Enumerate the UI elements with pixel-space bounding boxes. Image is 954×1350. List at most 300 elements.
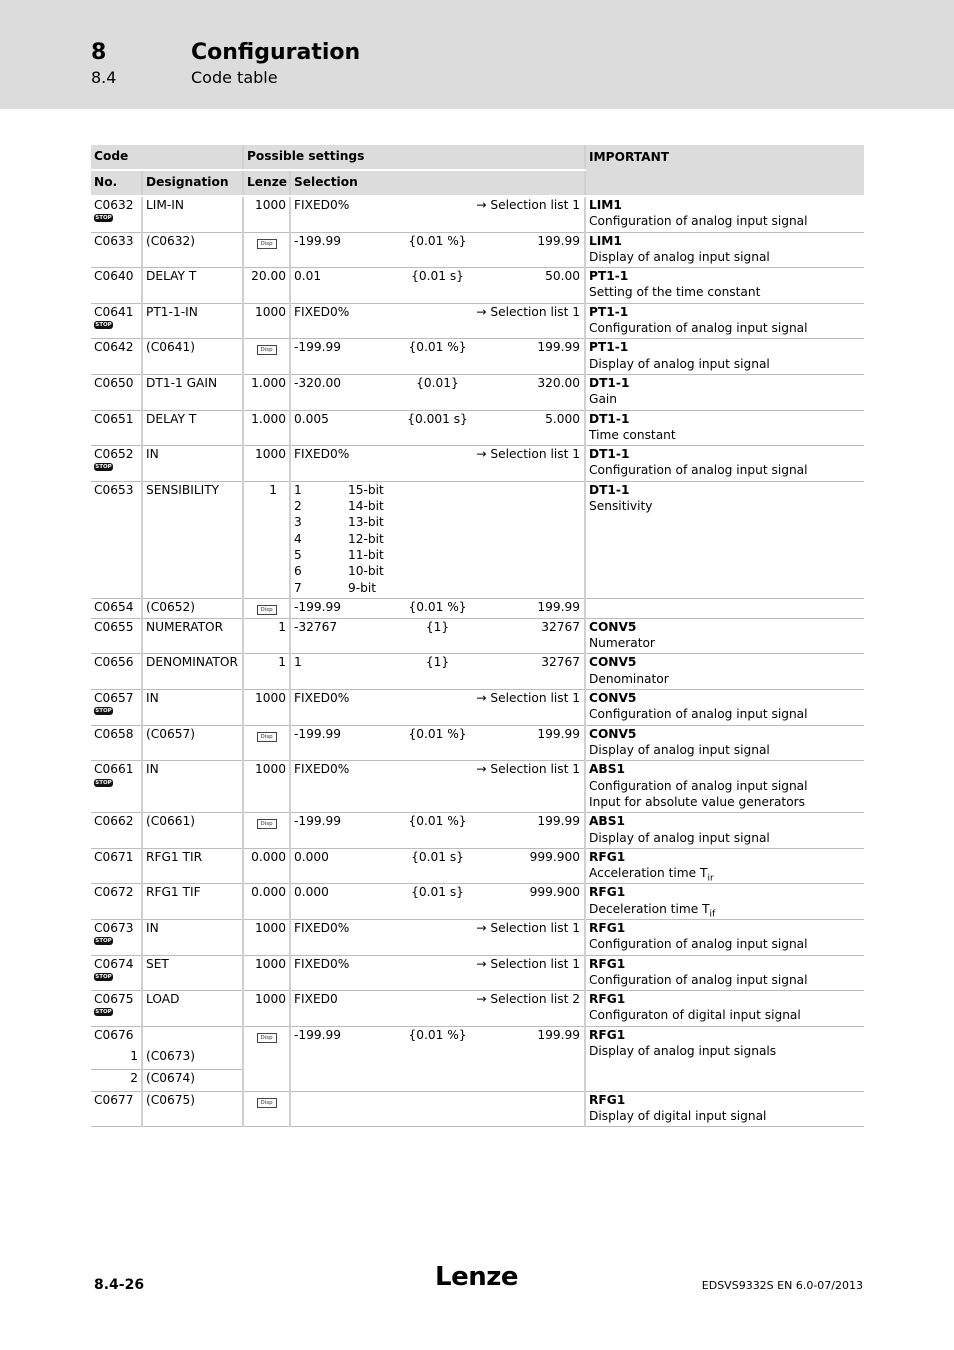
col-header-code: Code [91,145,243,170]
table-row [91,1026,864,1048]
code-number: C0658 [94,726,134,741]
table-row [91,598,864,618]
description-text: Numerator [589,636,655,651]
code-number: C0661 [94,762,134,777]
function-block: RFG1 [589,992,626,1007]
designation-cell: IN [142,761,243,813]
option-key: 3 [294,515,302,530]
lenze-cell [243,725,290,761]
code-number: C0642 [94,340,134,355]
selection-step: {0.01 %} [408,1027,467,1042]
display-icon: Disp [257,819,277,829]
important-cell [585,232,864,268]
selection-step: {0.01 s} [411,849,464,864]
description-text: Setting of the time constant [589,285,761,300]
col-header-important: IMPORTANT [585,145,864,196]
description-text: Configuration of analog input signal [589,707,808,722]
selection-min: FIXED0 [294,992,338,1007]
lenze-cell [243,919,290,955]
option-key: 4 [294,531,302,546]
important-cell [585,919,864,955]
description [589,462,861,478]
option-value: 9-bit [348,580,377,595]
description [589,391,861,407]
selection-cell [290,1091,585,1127]
function-block: ABS1 [589,814,625,829]
lenze-cell [243,410,290,446]
description [589,635,861,651]
lenze-cell [243,232,290,268]
table-row [91,1091,864,1127]
code-number: C0641 [94,304,134,319]
code-number: C0674 [94,956,134,971]
designation-cell: PT1-1-IN [142,303,243,339]
lenze-cell [243,446,290,482]
code-number: C0650 [94,375,134,390]
description [589,356,861,372]
lenze-value: 1000 [254,956,286,971]
selection-cell [290,196,585,232]
code-number: C0652 [94,447,134,462]
important-cell [585,268,864,304]
lenze-cell [243,618,290,654]
designation-cell: IN [142,446,243,482]
selection-max: 999.900 [529,885,580,900]
selection-cell [290,268,585,304]
function-block: DT1-1 [589,411,630,426]
lenze-cell [243,955,290,991]
code-cell [91,991,142,1027]
function-block: CONV5 [589,619,637,634]
code-cell [91,232,142,268]
designation-cell: NUMERATOR [142,618,243,654]
selection-max: → Selection list 1 [476,304,580,319]
important-cell [585,598,864,618]
description [589,284,861,300]
selection-min: 0.000 [294,849,329,864]
option-key: 6 [294,564,302,579]
function-block: RFG1 [589,1092,626,1107]
description-text: Display of analog input signal [589,356,770,371]
selection-max: 320.00 [537,375,580,390]
important-cell [585,690,864,726]
option-value: 14-bit [348,499,384,514]
col-header-no: No. [91,170,142,196]
header-band [0,0,954,109]
selection-step: {0.01 %} [408,599,467,614]
display-icon: Disp [257,1033,277,1043]
selection-max: 199.99 [537,814,580,829]
code-cell [91,268,142,304]
table-row [91,654,864,690]
lenze-value: 1000 [254,762,286,777]
stop-icon: STOP [95,322,112,329]
table-row [91,303,864,339]
stop-icon: STOP [95,215,112,222]
code-number: C0656 [94,655,134,670]
code-number: C0675 [94,992,134,1007]
description-text: Configuration of analog input signal [589,778,808,793]
table-row [91,268,864,304]
selection-cell [290,654,585,690]
table-row [91,196,864,232]
lenze-cell [243,991,290,1027]
selection-max: → Selection list 2 [476,992,580,1007]
selection-step: {0.001 s} [407,411,468,426]
option-value: 10-bit [348,564,384,579]
description-text: Configuration of analog input signal [589,321,808,336]
lenze-value: 1.000 [251,411,286,426]
description-text: Sensitivity [589,499,653,514]
important-cell [585,761,864,813]
selection-cell [290,303,585,339]
designation-cell: LOAD [142,991,243,1027]
important-cell [585,991,864,1027]
display-icon: Disp [257,605,277,615]
lenze-cell [243,654,290,690]
description [589,249,861,265]
selection-option [294,498,581,514]
selection-cell [290,884,585,920]
table-row [91,410,864,446]
important-cell [585,374,864,410]
designation-cell: RFG1 TIF [142,884,243,920]
selection-min: FIXED0% [294,447,350,462]
stop-icon: STOP [95,938,112,945]
display-icon: Disp [257,1098,277,1108]
designation-cell: (C0674) [142,1069,243,1091]
description-text: Display of analog input signal [589,830,770,845]
selection-max: 199.99 [537,340,580,355]
function-block: PT1-1 [589,269,629,284]
lenze-value: 1000 [254,691,286,706]
code-number: C0662 [94,814,134,829]
code-cell [91,618,142,654]
display-icon: Disp [257,732,277,742]
table-row [91,884,864,920]
selection-cell [290,598,585,618]
function-block: RFG1 [589,885,626,900]
selection-cell [290,690,585,726]
option-key: 7 [294,580,302,595]
code-number: C0654 [94,599,134,614]
designation-cell: DELAY T [142,268,243,304]
selection-option [294,547,581,563]
code-number: C0640 [94,269,134,284]
selection-min: -199.99 [294,233,342,248]
designation-cell: SET [142,955,243,991]
lenze-cell [243,1091,290,1127]
important-cell [585,1026,864,1091]
selection-max: → Selection list 1 [476,762,580,777]
function-block: RFG1 [589,956,626,971]
selection-min: FIXED0% [294,762,350,777]
function-block: CONV5 [589,691,637,706]
code-cell [91,955,142,991]
selection-max: 32767 [541,619,580,634]
code-number: C0632 [94,198,134,212]
description-text: Display of digital input signal [589,1109,767,1124]
stop-icon: STOP [95,1009,112,1016]
lenze-value: 1000 [254,920,286,935]
designation-cell: (C0661) [142,813,243,849]
description-text: Configuration of analog input signal [589,937,808,952]
selection-cell [290,761,585,813]
function-block: DT1-1 [589,375,630,390]
lenze-value: 1000 [254,447,286,462]
important-cell [585,1091,864,1127]
stop-icon: STOP [95,708,112,715]
important-cell [585,955,864,991]
selection-cell [290,919,585,955]
selection-max: → Selection list 1 [476,447,580,462]
lenze-cell [243,196,290,232]
designation-cell: (C0657) [142,725,243,761]
function-block: LIM1 [589,233,622,248]
code-cell [91,339,142,375]
lenze-value: 0.000 [251,849,286,864]
selection-min: -32767 [294,619,338,634]
lenze-cell [243,598,290,618]
stop-icon: STOP [95,464,112,471]
selection-max: 199.99 [537,233,580,248]
selection-cell [290,848,585,884]
subscript: if [709,909,716,920]
lenze-value: 1 [278,655,286,670]
selection-step: {0.01 %} [408,726,467,741]
description-text: Acceleration time T [589,866,708,881]
selection-step: {0.01 %} [408,814,467,829]
code-cell [91,761,142,813]
description [589,936,861,952]
code-cell [91,446,142,482]
col-header-possible-settings: Possible settings [243,145,585,170]
code-number: C0633 [94,233,134,248]
selection-max: 5.000 [545,411,580,426]
function-block: RFG1 [589,1027,626,1042]
designation-cell: (C0675) [142,1091,243,1127]
important-cell [585,481,864,598]
important-cell [585,196,864,232]
col-header-lenze: Lenze [243,170,290,196]
selection-min: -320.00 [294,375,342,390]
description-text: Configuration of analog input signal [589,214,808,229]
table-row [91,374,864,410]
lenze-cell [243,303,290,339]
lenze-value: 1.000 [251,375,286,390]
description [589,742,861,758]
option-value: 11-bit [348,547,384,562]
selection-cell [290,618,585,654]
page-number: 8.4-26 [94,1277,145,1293]
function-block: CONV5 [589,726,637,741]
code-cell [91,848,142,884]
description [589,427,861,443]
lenze-cell [243,374,290,410]
designation-cell: (C0652) [142,598,243,618]
document-id: EDSVS9332S EN 6.0-07/2013 [701,1279,863,1292]
subcode-index: 1 [91,1048,142,1070]
code-cell [91,813,142,849]
selection-min: FIXED0% [294,920,350,935]
designation-cell: SENSIBILITY [142,481,243,598]
table-row [91,955,864,991]
option-key: 1 [294,482,302,497]
selection-step: {0.01 s} [411,885,464,900]
designation-cell: LIM-IN [142,196,243,232]
selection-max: 199.99 [537,1027,580,1042]
col-header-designation: Designation [142,170,243,196]
important-cell [585,813,864,849]
option-value: 13-bit [348,515,384,530]
selection-cell [290,991,585,1027]
selection-step: {1} [425,655,450,670]
lenze-cell [243,1026,290,1091]
code-cell: C0653 [91,481,142,598]
option-value: 15-bit [348,482,384,497]
selection-cell [290,339,585,375]
lenze-value: 1 [278,619,286,634]
selection-option [294,482,581,498]
selection-min: -199.99 [294,599,342,614]
col-header-selection: Selection [290,170,585,196]
important-cell [585,303,864,339]
description [589,671,861,687]
designation-cell: DENOMINATOR [142,654,243,690]
important-cell [585,410,864,446]
option-key: 2 [294,499,302,514]
lenze-value: 1000 [254,198,286,212]
selection-max: → Selection list 1 [476,920,580,935]
code-cell [91,725,142,761]
important-cell [585,884,864,920]
table-row [91,919,864,955]
function-block: PT1-1 [589,304,629,319]
function-block: ABS1 [589,762,625,777]
function-block: PT1-1 [589,340,629,355]
subcode-index: 2 [91,1069,142,1091]
selection-option [294,514,581,530]
table-row [91,761,864,813]
lenze-cell [243,848,290,884]
selection-min: -199.99 [294,1027,342,1042]
description [589,865,861,884]
lenze-value: 1000 [254,304,286,319]
table-row [91,481,864,598]
important-cell [585,725,864,761]
code-cell [91,598,142,618]
selection-min: FIXED0% [294,956,350,971]
selection-option [294,563,581,579]
lenze-cell [243,268,290,304]
description-text: Denominator [589,671,669,686]
description [589,1007,861,1023]
selection-step: {0.01 s} [411,269,464,284]
description-text: Deceleration time T [589,901,710,916]
selection-step: {0.01 %} [408,233,467,248]
table-row [91,446,864,482]
selection-max: 199.99 [537,726,580,741]
stop-icon: STOP [95,779,112,786]
important-cell [585,848,864,884]
description-text: Configuration of analog input signal [589,972,808,987]
description-text: Display of analog input signal [589,742,770,757]
description [589,498,861,514]
lenze-value: 20.00 [251,269,286,284]
selection-cell [290,410,585,446]
code-cell [91,410,142,446]
option-key: 5 [294,547,302,562]
description [589,901,861,920]
subscript: ir [707,873,714,884]
lenze-cell [243,339,290,375]
selection-cell [290,446,585,482]
code-number: C0673 [94,920,134,935]
lenze-cell: 1 [243,481,290,598]
stop-icon: STOP [95,973,112,980]
selection-min: 1 [294,655,302,670]
lenze-cell [243,690,290,726]
selection-max: → Selection list 1 [476,956,580,971]
lenze-value: 0.000 [251,885,286,900]
designation-cell [142,1026,243,1048]
code-cell [91,884,142,920]
description-text: Configuration of analog input signal [589,463,808,478]
description-text: Configuraton of digital input signal [589,1008,801,1023]
lenze-logo: Lenze [435,1262,518,1292]
selection-cell [290,374,585,410]
selection-step: {0.01 %} [408,340,467,355]
designation-cell: (C0673) [142,1048,243,1070]
description [589,830,861,846]
selection-min: 0.01 [294,269,322,284]
important-cell [585,654,864,690]
code-cell [91,303,142,339]
code-cell [91,654,142,690]
selection-min: FIXED0% [294,304,350,319]
selection-cell [290,725,585,761]
section-title: Code table [191,68,278,87]
table-row [91,848,864,884]
description-text: Time constant [589,427,676,442]
selection-step: {1} [425,619,450,634]
selection-max: → Selection list 1 [476,198,580,212]
code-number: C0657 [94,691,134,706]
selection-cell [290,1026,585,1091]
selection-cell [290,232,585,268]
selection-max: 199.99 [537,599,580,614]
selection-min: FIXED0% [294,691,350,706]
lenze-cell [243,884,290,920]
code-cell [91,690,142,726]
section-number: 8.4 [91,68,117,87]
function-block: CONV5 [589,655,637,670]
table-row [91,725,864,761]
important-cell [585,339,864,375]
designation-cell: (C0632) [142,232,243,268]
selection-max: → Selection list 1 [476,691,580,706]
function-block: LIM1 [589,198,622,212]
function-block: DT1-1 [589,447,630,462]
code-cell [91,374,142,410]
code-cell: C0676 [94,1027,134,1042]
selection-option [294,531,581,547]
designation-cell: IN [142,919,243,955]
table-row [91,339,864,375]
lenze-value: 1000 [254,992,286,1007]
description [589,706,861,722]
important-cell [585,618,864,654]
